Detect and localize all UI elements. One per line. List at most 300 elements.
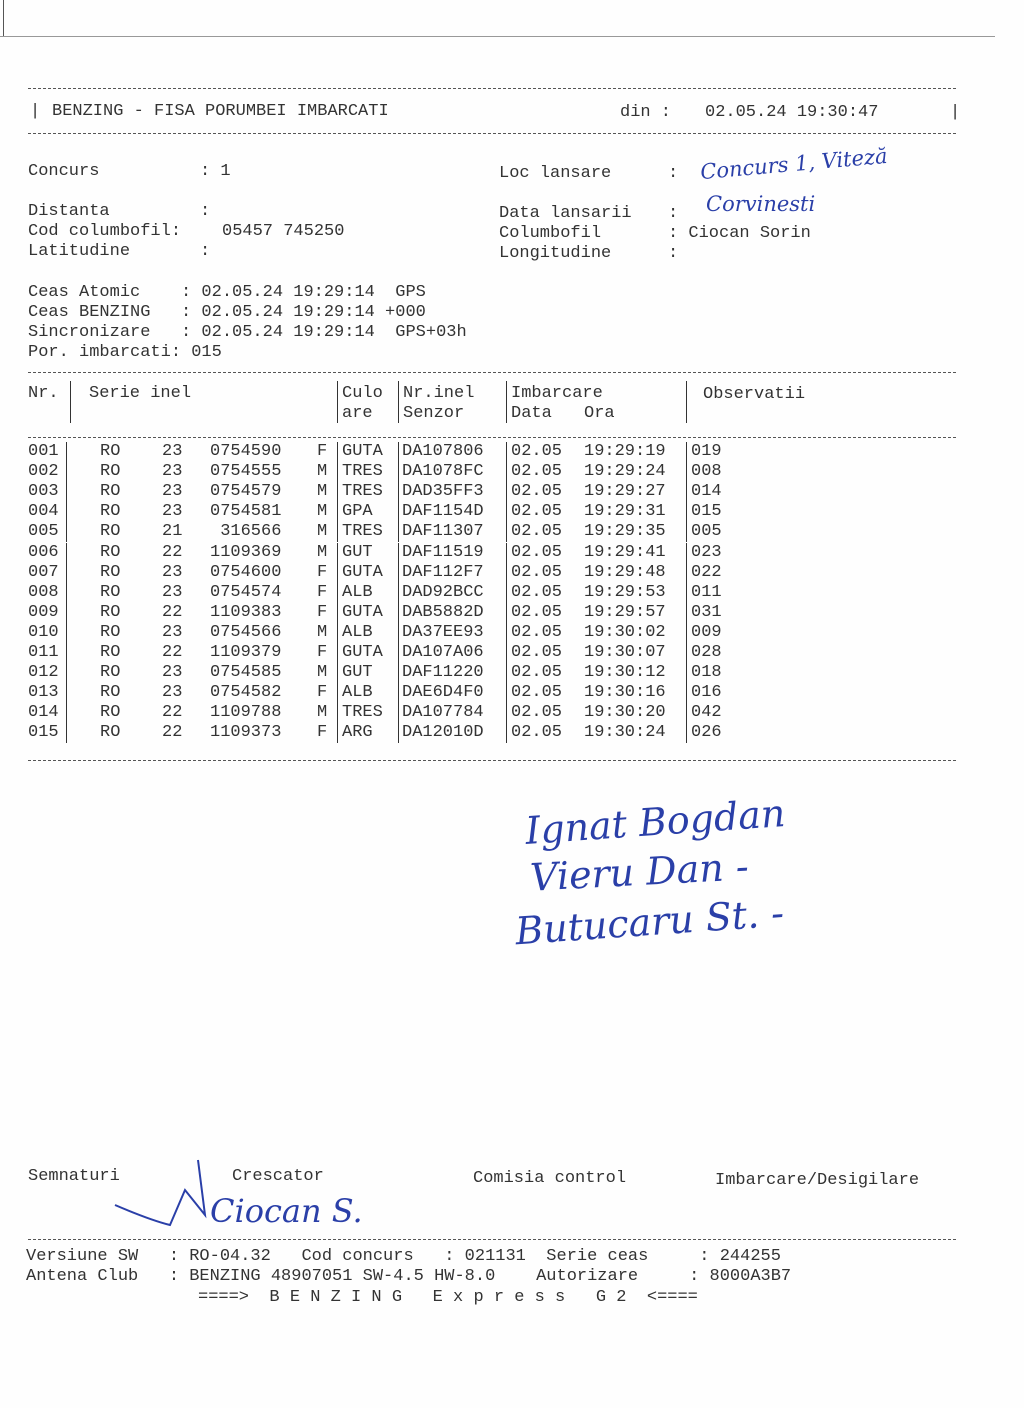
cell-an: 21: [162, 522, 183, 542]
cell-culoare: GPA: [342, 502, 373, 522]
table-row: [0, 583, 1024, 603]
cell-observatii: 042: [691, 703, 722, 723]
cell-nr: 013: [28, 683, 59, 703]
table-row: [0, 683, 1024, 703]
cell-tara: RO: [100, 683, 121, 703]
col-separator: [337, 442, 338, 462]
cell-culoare: TRES: [342, 703, 383, 723]
cell-nr: 001: [28, 442, 59, 461]
cell-inel: 0754555: [210, 462, 282, 482]
cell-sex: M: [317, 462, 328, 482]
col-separator: [398, 643, 399, 663]
col-separator: [506, 482, 507, 502]
cell-senzor: DA1078FC: [402, 462, 484, 482]
din-value: 02.05.24 19:30:47: [705, 103, 879, 122]
colon: :: [668, 164, 679, 183]
col-separator: [686, 623, 687, 643]
concurs-label: Concurs: [28, 162, 100, 181]
cell-nr: 003: [28, 482, 59, 502]
scan-top-line: [0, 36, 995, 37]
col-separator: [398, 563, 399, 583]
cell-culoare: GUTA: [342, 602, 383, 622]
cell-nr: 004: [28, 502, 59, 522]
imbarcare-label: Imbarcare/Desigilare: [715, 1171, 920, 1190]
cell-senzor: DA12010D: [402, 723, 484, 743]
cell-an: 23: [162, 622, 183, 642]
ceas-benzing: Ceas BENZING : 02.05.24 19:29:14 +000: [28, 303, 426, 322]
col-separator: [398, 522, 399, 542]
col-separator: [506, 522, 507, 542]
col-separator: [66, 623, 67, 643]
cell-an: 23: [162, 442, 183, 461]
table-row: [0, 663, 1024, 683]
cell-culoare: GUT: [342, 663, 373, 683]
cell-nr: 007: [28, 562, 59, 582]
cell-data: 02.05: [511, 723, 563, 743]
footer-line-2: Antena Club : BENZING 48907051 SW-4.5 HW-8.0 Autorizare : 8000A3B7: [26, 1267, 792, 1286]
distanta-value: :: [200, 202, 211, 221]
table-row: [0, 442, 1024, 462]
cell-nr: 006: [28, 542, 59, 562]
cell-ora: 19:29:35: [584, 522, 666, 542]
cell-tara: RO: [100, 723, 121, 743]
col-culoare-2: are: [342, 404, 373, 423]
col-separator: [686, 482, 687, 502]
col-separator: [337, 603, 338, 623]
cell-inel: 0754600: [210, 562, 282, 582]
sincronizare: Sincronizare : 02.05.24 19:29:14 GPS+03h: [28, 323, 467, 342]
table-row: [0, 502, 1024, 522]
cell-data: 02.05: [511, 703, 563, 723]
cell-tara: RO: [100, 562, 121, 582]
col-separator: [337, 723, 338, 743]
cell-data: 02.05: [511, 442, 563, 461]
divider: [28, 1239, 956, 1240]
cell-sex: M: [317, 502, 328, 522]
cell-ora: 19:29:24: [584, 462, 666, 482]
cod-columbofil-value: 05457 745250: [222, 222, 345, 241]
cell-sex: F: [317, 683, 328, 703]
cell-culoare: ARG: [342, 723, 373, 743]
col-nrinel-2: Senzor: [403, 404, 465, 423]
cell-nr: 011: [28, 643, 59, 662]
longitudine-value: :: [668, 244, 679, 263]
col-separator: [66, 703, 67, 723]
col-separator: [337, 703, 338, 723]
cell-tara: RO: [100, 482, 121, 502]
col-data: Data: [511, 404, 552, 423]
table-row: [0, 543, 1024, 563]
cell-observatii: 018: [691, 663, 722, 683]
cell-data: 02.05: [511, 683, 563, 703]
col-separator: [398, 603, 399, 623]
col-observatii: Observatii: [703, 385, 806, 404]
divider: [28, 88, 956, 89]
cell-nr: 012: [28, 663, 59, 683]
col-separator: [686, 381, 687, 423]
cod-columbofil-label: Cod columbofil:: [28, 222, 182, 241]
col-separator: [506, 502, 507, 522]
col-nr: Nr.: [28, 384, 59, 403]
cell-observatii: 016: [691, 683, 722, 703]
col-separator: [398, 683, 399, 703]
col-separator: [66, 663, 67, 683]
col-separator: [398, 723, 399, 743]
cell-nr: 015: [28, 723, 59, 743]
cell-ora: 19:29:31: [584, 502, 666, 522]
cell-inel: 1109373: [210, 723, 282, 743]
header-pipe-left: |: [30, 102, 41, 121]
col-separator: [337, 482, 338, 502]
semnaturi-label: Semnaturi: [28, 1167, 120, 1186]
handwritten-signature-3: Butucaru St. -: [513, 890, 786, 954]
cell-data: 02.05: [511, 562, 563, 582]
col-separator: [506, 663, 507, 683]
cell-inel: 0754574: [210, 582, 282, 602]
table-row: [0, 563, 1024, 583]
divider: [28, 372, 956, 373]
latitudine-label: Latitudine: [28, 242, 131, 261]
cell-inel: 0754582: [210, 683, 282, 703]
cell-an: 23: [162, 502, 183, 522]
por-imbarcati: Por. imbarcati: 015: [28, 343, 222, 362]
col-ora: Ora: [584, 404, 615, 423]
table-row: [0, 462, 1024, 482]
cell-an: 23: [162, 683, 183, 703]
col-separator: [337, 663, 338, 683]
cell-observatii: 014: [691, 482, 722, 502]
cell-tara: RO: [100, 442, 121, 461]
cell-tara: RO: [100, 462, 121, 482]
col-separator: [686, 683, 687, 703]
cell-tara: RO: [100, 643, 121, 662]
col-separator: [506, 543, 507, 563]
columbofil-label: Columbofil: [499, 224, 602, 243]
cell-culoare: ALB: [342, 683, 373, 703]
cell-ora: 19:30:02: [584, 622, 666, 642]
col-separator: [686, 583, 687, 603]
table-row: [0, 703, 1024, 723]
col-separator: [337, 563, 338, 583]
concurs-value: : 1: [200, 162, 231, 181]
col-separator: [337, 381, 338, 423]
col-serie: Serie inel: [89, 384, 192, 403]
cell-sex: M: [317, 482, 328, 502]
columbofil-value: : Ciocan Sorin: [668, 224, 811, 243]
col-separator: [66, 462, 67, 482]
cell-tara: RO: [100, 522, 121, 542]
col-separator: [398, 462, 399, 482]
cell-observatii: 031: [691, 602, 722, 622]
cell-senzor: DAE6D4F0: [402, 683, 484, 703]
cell-data: 02.05: [511, 643, 563, 662]
col-separator: [506, 683, 507, 703]
ceas-atomic: Ceas Atomic : 02.05.24 19:29:14 GPS: [28, 283, 426, 302]
col-separator: [337, 623, 338, 643]
cell-sex: F: [317, 643, 328, 662]
cell-inel: 0754579: [210, 482, 282, 502]
cell-data: 02.05: [511, 542, 563, 562]
table-row: [0, 522, 1024, 542]
col-separator: [337, 543, 338, 563]
col-separator: [398, 482, 399, 502]
signature-scribble: [110, 1150, 240, 1230]
col-separator: [686, 442, 687, 462]
cell-observatii: 005: [691, 522, 722, 542]
din-label: din :: [620, 103, 672, 122]
table-row: [0, 482, 1024, 502]
cell-sex: F: [317, 562, 328, 582]
cell-senzor: DAF11519: [402, 542, 484, 562]
header-pipe-right: |: [950, 103, 961, 122]
col-separator: [66, 683, 67, 703]
col-separator: [686, 502, 687, 522]
cell-an: 23: [162, 663, 183, 683]
col-separator: [506, 643, 507, 663]
scan-edge-mark: [3, 0, 4, 36]
crescator-label: Crescator: [232, 1167, 324, 1186]
col-separator: [686, 703, 687, 723]
table-row: [0, 723, 1024, 743]
cell-senzor: DAD92BCC: [402, 582, 484, 602]
cell-sex: F: [317, 442, 328, 461]
col-imbarcare: Imbarcare: [511, 384, 603, 403]
cell-data: 02.05: [511, 462, 563, 482]
cell-culoare: TRES: [342, 522, 383, 542]
cell-culoare: GUTA: [342, 562, 383, 582]
cell-data: 02.05: [511, 663, 563, 683]
cell-senzor: DAD35FF3: [402, 482, 484, 502]
cell-data: 02.05: [511, 602, 563, 622]
col-separator: [506, 442, 507, 462]
cell-an: 23: [162, 562, 183, 582]
col-separator: [398, 703, 399, 723]
cell-data: 02.05: [511, 622, 563, 642]
cell-inel: 0754585: [210, 663, 282, 683]
divider: [28, 760, 956, 761]
cell-inel: 1109383: [210, 602, 282, 622]
cell-ora: 19:30:24: [584, 723, 666, 743]
cell-sex: M: [317, 703, 328, 723]
col-separator: [337, 583, 338, 603]
col-separator: [66, 563, 67, 583]
col-separator: [398, 623, 399, 643]
col-separator: [686, 462, 687, 482]
col-separator: [686, 603, 687, 623]
col-separator: [337, 502, 338, 522]
distanta-label: Distanta: [28, 202, 110, 221]
col-separator: [66, 643, 67, 663]
cell-senzor: DAF11307: [402, 522, 484, 542]
col-separator: [506, 603, 507, 623]
divider: [28, 437, 956, 438]
cell-data: 02.05: [511, 502, 563, 522]
col-separator: [66, 543, 67, 563]
cell-an: 23: [162, 482, 183, 502]
cell-culoare: GUTA: [342, 643, 383, 662]
table-row: [0, 643, 1024, 663]
cell-sex: F: [317, 602, 328, 622]
cell-an: 23: [162, 582, 183, 602]
cell-tara: RO: [100, 663, 121, 683]
data-lansarii-handwritten: Corvinesti: [706, 192, 816, 216]
cell-inel: 316566: [210, 522, 282, 542]
col-nrinel-1: Nr.inel: [403, 384, 475, 403]
cell-nr: 002: [28, 462, 59, 482]
cell-an: 22: [162, 643, 183, 662]
cell-ora: 19:30:20: [584, 703, 666, 723]
col-separator: [66, 482, 67, 502]
cell-observatii: 028: [691, 643, 722, 662]
col-separator: [686, 543, 687, 563]
cell-nr: 008: [28, 582, 59, 602]
document-title: BENZING - FISA PORUMBEI IMBARCATI: [52, 102, 389, 121]
cell-nr: 010: [28, 622, 59, 642]
cell-ora: 19:30:12: [584, 663, 666, 683]
col-separator: [66, 522, 67, 542]
cell-observatii: 023: [691, 542, 722, 562]
cell-observatii: 009: [691, 622, 722, 642]
cell-inel: 0754581: [210, 502, 282, 522]
cell-tara: RO: [100, 502, 121, 522]
cell-tara: RO: [100, 582, 121, 602]
col-separator: [398, 442, 399, 462]
loc-lansare-label: Loc lansare: [499, 164, 612, 183]
col-separator: [686, 563, 687, 583]
col-separator: [506, 563, 507, 583]
cell-ora: 19:29:57: [584, 602, 666, 622]
cell-senzor: DAF112F7: [402, 562, 484, 582]
col-separator: [337, 462, 338, 482]
col-separator: [70, 381, 71, 423]
cell-observatii: 026: [691, 723, 722, 743]
footer-line-1: Versiune SW : RO-04.32 Cod concurs : 021131 Serie ceas : 244255: [26, 1247, 781, 1266]
col-separator: [398, 543, 399, 563]
cell-nr: 014: [28, 703, 59, 723]
col-separator: [398, 583, 399, 603]
cell-observatii: 019: [691, 442, 722, 461]
cell-ora: 19:29:48: [584, 562, 666, 582]
cell-nr: 009: [28, 602, 59, 622]
cell-an: 22: [162, 602, 183, 622]
cell-observatii: 015: [691, 502, 722, 522]
cell-culoare: TRES: [342, 462, 383, 482]
cell-observatii: 022: [691, 562, 722, 582]
longitudine-label: Longitudine: [499, 244, 612, 263]
col-separator: [66, 442, 67, 462]
comisia-label: Comisia control: [473, 1169, 627, 1188]
col-separator: [337, 522, 338, 542]
cell-sex: M: [317, 542, 328, 562]
col-separator: [337, 683, 338, 703]
cell-an: 22: [162, 542, 183, 562]
col-separator: [506, 381, 507, 423]
cell-inel: 0754590: [210, 442, 282, 461]
cell-culoare: TRES: [342, 482, 383, 502]
cell-culoare: GUTA: [342, 442, 383, 461]
cell-tara: RO: [100, 622, 121, 642]
cell-senzor: DA107A06: [402, 643, 484, 662]
col-separator: [66, 502, 67, 522]
cell-data: 02.05: [511, 482, 563, 502]
col-separator: [398, 381, 399, 423]
cell-ora: 19:29:19: [584, 442, 666, 461]
col-separator: [66, 603, 67, 623]
col-separator: [398, 502, 399, 522]
table-row: [0, 623, 1024, 643]
cell-sex: F: [317, 582, 328, 602]
col-separator: [66, 583, 67, 603]
col-separator: [66, 723, 67, 743]
cell-sex: M: [317, 622, 328, 642]
cell-an: 22: [162, 723, 183, 743]
col-separator: [686, 663, 687, 683]
divider: [28, 133, 956, 134]
col-separator: [686, 643, 687, 663]
cell-sex: F: [317, 723, 328, 743]
loc-lansare-handwritten: Concurs 1, Viteză: [699, 143, 889, 185]
cell-ora: 19:29:53: [584, 582, 666, 602]
cell-culoare: ALB: [342, 622, 373, 642]
table-row: [0, 603, 1024, 623]
cell-ora: 19:29:41: [584, 542, 666, 562]
cell-ora: 19:29:27: [584, 482, 666, 502]
cell-data: 02.05: [511, 522, 563, 542]
cell-senzor: DAF1154D: [402, 502, 484, 522]
cell-senzor: DAB5882D: [402, 602, 484, 622]
cell-senzor: DA107784: [402, 703, 484, 723]
colon: :: [668, 204, 679, 223]
cell-senzor: DA107806: [402, 442, 484, 461]
cell-nr: 005: [28, 522, 59, 542]
handwritten-signature-1: Ignat Bogdan: [523, 790, 787, 854]
handwritten-signature-2: Vieru Dan -: [528, 844, 750, 900]
cell-ora: 19:30:16: [584, 683, 666, 703]
col-separator: [686, 723, 687, 743]
footer-line-3: ====> B E N Z I N G E x p r e s s G 2 <====: [198, 1288, 698, 1307]
col-separator: [506, 723, 507, 743]
cell-tara: RO: [100, 602, 121, 622]
cell-senzor: DA37EE93: [402, 622, 484, 642]
cell-culoare: GUT: [342, 542, 373, 562]
cell-data: 02.05: [511, 582, 563, 602]
cell-culoare: ALB: [342, 582, 373, 602]
latitudine-value: :: [200, 242, 211, 261]
col-separator: [506, 462, 507, 482]
cell-inel: 1109379: [210, 643, 282, 662]
col-separator: [398, 663, 399, 683]
cell-tara: RO: [100, 703, 121, 723]
cell-sex: M: [317, 522, 328, 542]
col-separator: [506, 703, 507, 723]
cell-observatii: 011: [691, 582, 722, 602]
col-separator: [506, 583, 507, 603]
cell-an: 22: [162, 703, 183, 723]
col-separator: [506, 623, 507, 643]
col-culoare-1: Culo: [342, 384, 383, 403]
cell-senzor: DAF11220: [402, 663, 484, 683]
cell-an: 23: [162, 462, 183, 482]
col-separator: [686, 522, 687, 542]
cell-tara: RO: [100, 542, 121, 562]
cell-observatii: 008: [691, 462, 722, 482]
crescator-signature: Ciocan S.: [210, 1192, 363, 1230]
cell-inel: 0754566: [210, 622, 282, 642]
data-lansarii-label: Data lansarii: [499, 204, 632, 223]
cell-inel: 1109788: [210, 703, 282, 723]
cell-inel: 1109369: [210, 542, 282, 562]
cell-ora: 19:30:07: [584, 643, 666, 662]
